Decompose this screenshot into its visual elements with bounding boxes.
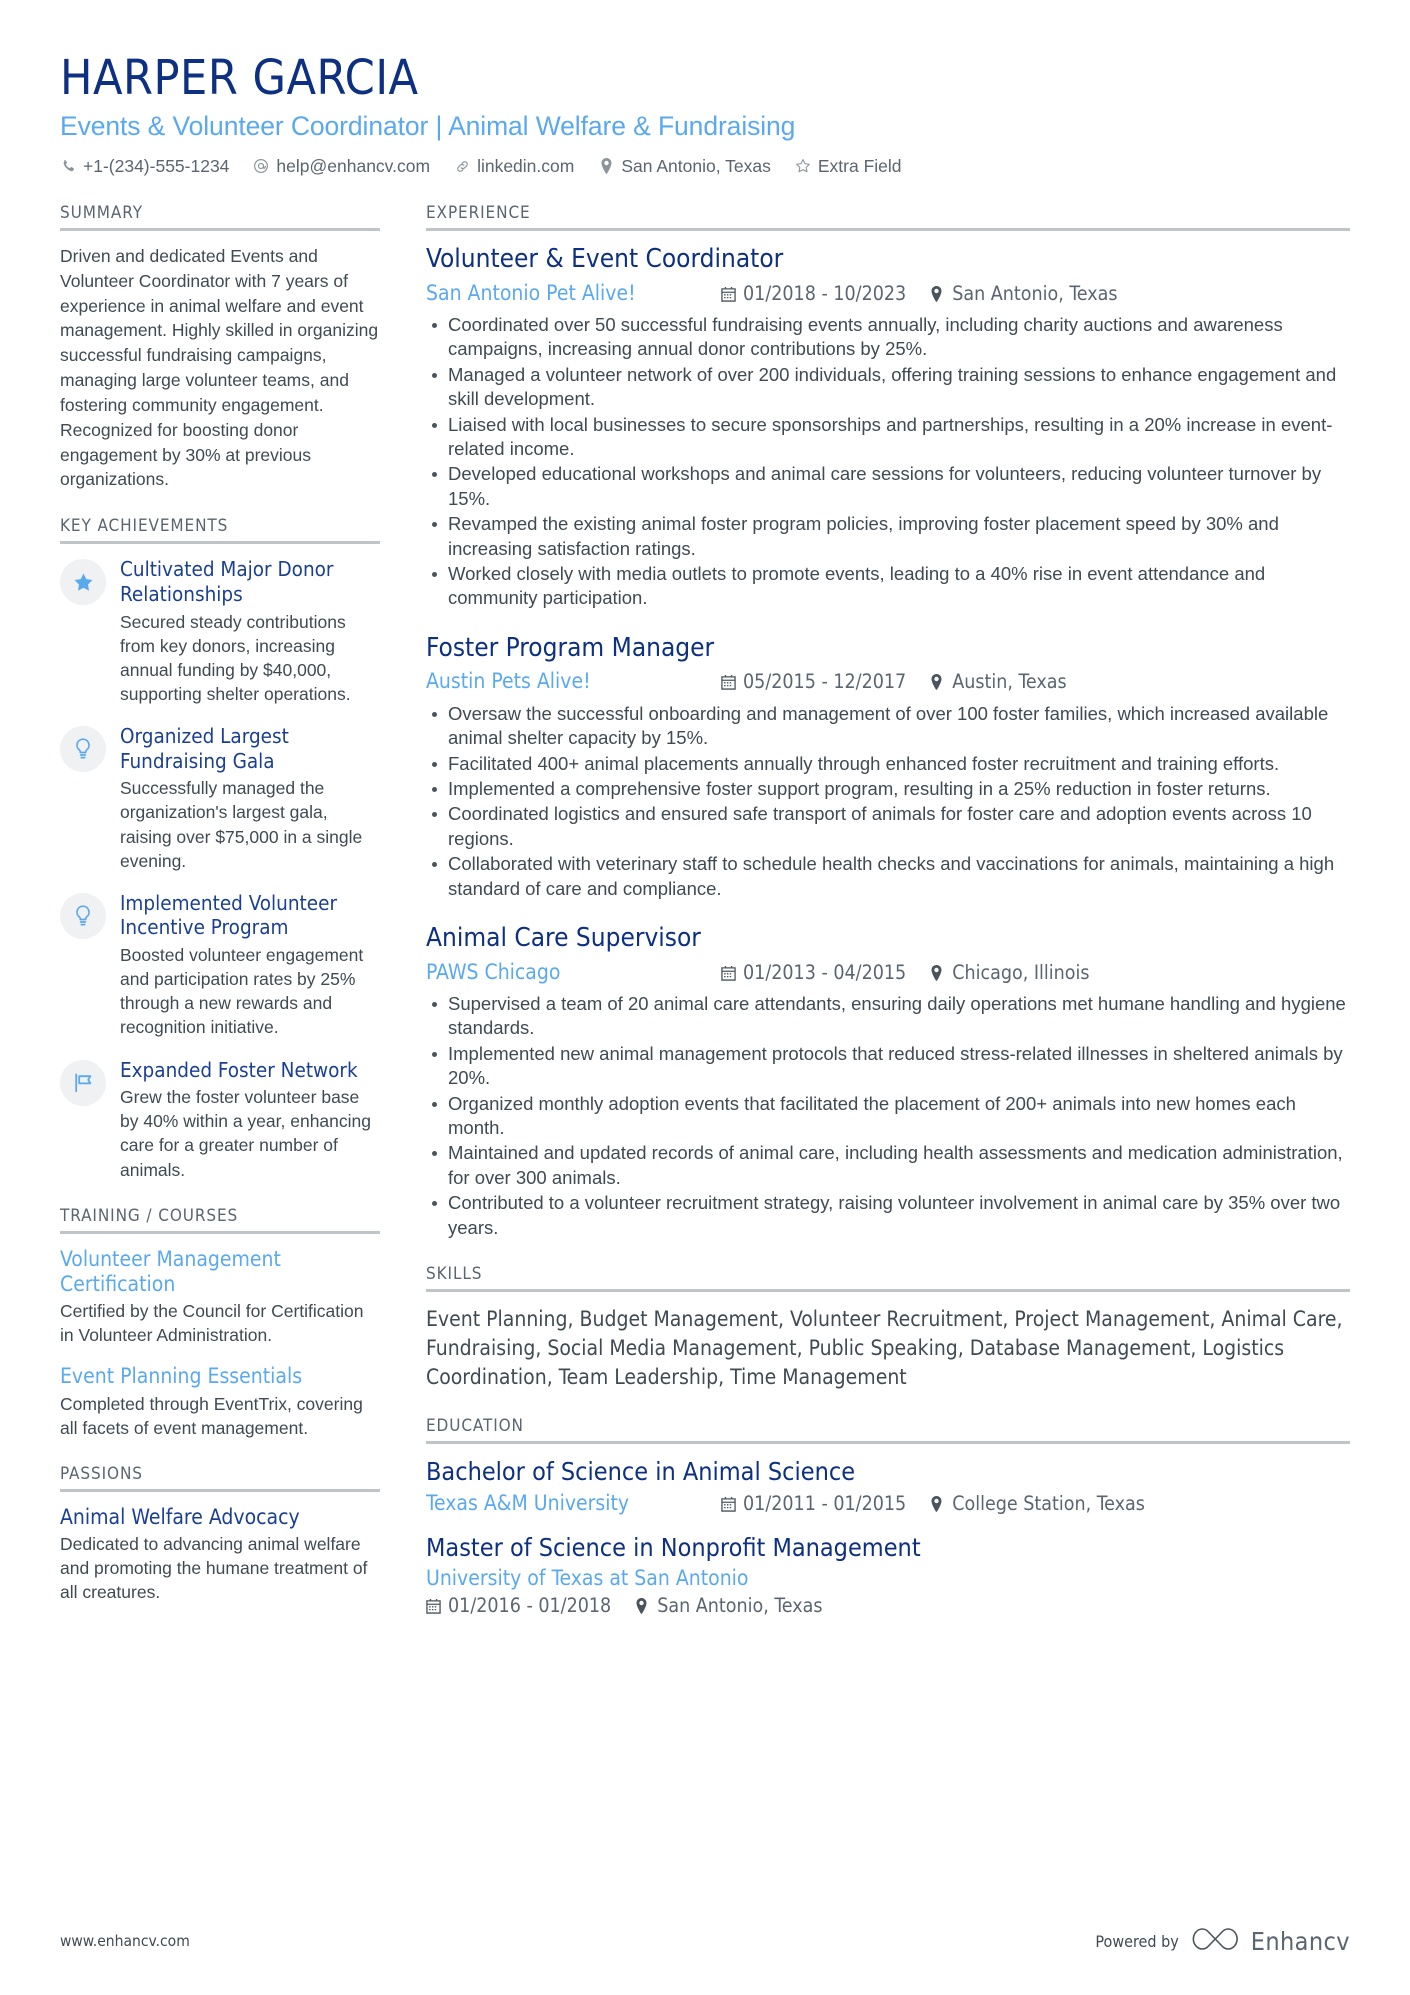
section-summary [60, 203, 380, 492]
sidebar-column [60, 203, 380, 1629]
bullet-item: Facilitated 400+ animal placements annually through enhanced foster recruitment and training efforts. [426, 752, 1350, 776]
education-meta [426, 1491, 1350, 1515]
education-dates-text: 01/2016 - 01/2018 [448, 1594, 612, 1618]
section-title-experience: EXPERIENCE [426, 203, 1350, 231]
bullet-item: Managed a volunteer network of over 200 individuals, offering training sessions to enhance engagement and skill development. [426, 363, 1350, 412]
achievement-icon-bubble [60, 726, 106, 772]
experience-role: Animal Care Supervisor [426, 923, 701, 954]
lightbulb-icon [73, 904, 93, 928]
skills-text: Event Planning, Budget Management, Volunteer Recruitment, Project Management, Animal Care, Fundraising, Social Media Management, Public Speaking, Database Management, Logistics Coordination, Team Leadership, Time Management [426, 1307, 1343, 1390]
bullet-item: Organized monthly adoption events that facilitated the placement of 200+ animals into new homes each month. [426, 1092, 1350, 1141]
education-school: University of Texas at San Antonio [426, 1566, 749, 1591]
enhancv-brand-name: Enhancv [1250, 1926, 1350, 1956]
bullet-item: Implemented a comprehensive foster support program, resulting in a 25% reduction in foster returns. [426, 777, 1350, 801]
link-icon [454, 158, 470, 175]
achievement-title: Organized Largest Fundraising Gala [120, 724, 289, 773]
bullet-item: Maintained and updated records of animal care, including health assessments and medication administration, for over 300 animals. [426, 1141, 1350, 1190]
location-pin-icon [635, 1598, 650, 1614]
achievement-item [60, 724, 380, 873]
experience-location-text: Austin, Texas [952, 670, 1067, 694]
passion-title: Animal Welfare Advocacy [60, 1504, 300, 1529]
location-pin-icon [930, 1496, 945, 1512]
education-school: Texas A&M University [426, 1490, 630, 1515]
contact-email[interactable] [253, 156, 430, 177]
education-dates [426, 1594, 611, 1617]
training-item [60, 1364, 380, 1439]
bullet-item: Oversaw the successful onboarding and management of over 100 foster families, which increased available animal shelter capacity by 15%. [426, 702, 1350, 751]
calendar-icon [721, 287, 736, 303]
training-title: Volunteer Management Certification [60, 1246, 281, 1296]
experience-dates [721, 669, 906, 694]
bullet-item: Implemented new animal management protocols that reduced stress-related illnesses in sheltered animals by 20%. [426, 1042, 1350, 1091]
main-column [426, 203, 1350, 1641]
experience-company: Austin Pets Alive! [426, 669, 591, 694]
achievement-body [120, 1058, 380, 1182]
experience-meta [426, 959, 1350, 986]
training-item [60, 1247, 380, 1348]
candidate-headline: Events & Volunteer Coordinator | Animal Welfare & Fundraising [60, 110, 796, 141]
experience-dates [721, 281, 906, 306]
experience-dates-text: 01/2018 - 10/2023 [743, 281, 907, 305]
email-icon [253, 158, 269, 175]
section-title-education: EDUCATION [426, 1416, 1350, 1444]
experience-meta [426, 280, 1350, 307]
experience-bullets [426, 992, 1350, 1240]
education-meta [426, 1594, 1350, 1617]
experience-dates [721, 960, 906, 985]
achievement-description: Grew the foster volunteer base by 40% within a year, enhancing care for a greater number of animals. [120, 1087, 371, 1180]
experience-item [426, 923, 1350, 1240]
contact-extra-field [795, 156, 902, 177]
experience-role: Volunteer & Event Coordinator [426, 243, 784, 274]
achievement-title: Expanded Foster Network [120, 1057, 358, 1082]
experience-item [426, 244, 1350, 611]
experience-location-text: Chicago, Illinois [952, 960, 1090, 984]
page-footer [60, 1925, 1350, 1957]
achievement-icon-bubble [60, 1060, 106, 1106]
bullet-item: Developed educational workshops and animal care sessions for volunteers, reducing volunteer turnover by 15%. [426, 462, 1350, 511]
education-location-text: College Station, Texas [952, 1491, 1145, 1515]
bullet-item: Coordinated over 50 successful fundraising events annually, including charity auctions and awareness campaigns, increasing annual donor contributions by 25%. [426, 313, 1350, 362]
achievement-list [60, 557, 380, 1181]
achievement-body [120, 557, 380, 706]
section-title-training-courses: TRAINING / COURSES [60, 1206, 380, 1234]
contact-phone-text: +1-(234)-555-1234 [83, 155, 230, 176]
achievement-icon-bubble [60, 893, 106, 939]
contact-row [60, 156, 1350, 177]
bullet-item: Revamped the existing animal foster program policies, improving foster placement speed by 30% and increasing satisfaction ratings. [426, 512, 1350, 561]
candidate-name: HARPER GARCIA [60, 50, 419, 106]
calendar-icon [721, 966, 736, 982]
section-title-skills: SKILLS [426, 1264, 1350, 1292]
experience-dates-text: 05/2015 - 12/2017 [743, 670, 907, 694]
education-item [426, 1533, 1350, 1618]
experience-dates-text: 01/2013 - 04/2015 [743, 960, 907, 984]
section-key-achievements [60, 516, 380, 1181]
bullet-item: Supervised a team of 20 animal care attendants, ensuring daily operations met humane handling and hygiene standards. [426, 992, 1350, 1041]
star-icon [72, 571, 95, 594]
achievement-body [120, 724, 380, 873]
lightbulb-icon [73, 737, 93, 761]
experience-location [930, 960, 1089, 985]
education-location [635, 1594, 822, 1617]
achievement-title: Implemented Volunteer Incentive Program [120, 890, 338, 940]
achievement-icon-bubble [60, 559, 106, 605]
education-degree: Bachelor of Science in Animal Science [426, 1457, 856, 1487]
achievement-body [120, 891, 380, 1040]
contact-location-text: San Antonio, Texas [621, 155, 771, 176]
experience-location-text: San Antonio, Texas [952, 281, 1118, 305]
bullet-item: Contributed to a volunteer recruitment strategy, raising volunteer involvement in animal care by 35% over two years. [426, 1191, 1350, 1240]
section-skills [426, 1264, 1350, 1392]
resume-header [60, 52, 1350, 177]
training-title: Event Planning Essentials [60, 1364, 303, 1389]
summary-text: Driven and dedicated Events and Volunteer Coordinator with 7 years of experience in animal welfare and event management. Highly skilled in organizing successful fundraising campaigns, managing large volunteer teams, and fostering community engagement. Recognized for boosting donor engagement by 30% at previous organizations. [60, 245, 379, 490]
section-experience [426, 203, 1350, 1240]
achievement-title: Cultivated Major Donor Relationships [120, 557, 334, 606]
bullet-item: Worked closely with media outlets to promote events, leading to a 40% rise in event attendance and community participation. [426, 562, 1350, 611]
achievement-description: Boosted volunteer engagement and participation rates by 25% through a new rewards and recognition initiative. [120, 945, 364, 1038]
education-degree: Master of Science in Nonprofit Management [426, 1532, 921, 1562]
section-training-courses [60, 1206, 380, 1440]
bullet-item: Collaborated with veterinary staff to schedule health checks and vaccinations for animals, maintaining a high standard of care and compliance. [426, 852, 1350, 901]
section-title-summary: SUMMARY [60, 203, 380, 231]
passion-item [60, 1505, 380, 1605]
contact-link[interactable] [454, 156, 574, 177]
contact-extra-field-text: Extra Field [817, 155, 902, 176]
contact-email-text: help@enhancv.com [276, 155, 431, 176]
resume-body [60, 203, 1350, 1641]
contact-location [598, 156, 771, 177]
experience-bullets [426, 702, 1350, 901]
powered-by-label: Powered by [1095, 1931, 1179, 1951]
experience-location [930, 281, 1117, 306]
training-description: Certified by the Council for Certification in Volunteer Administration. [60, 1301, 364, 1346]
calendar-icon [426, 1599, 441, 1615]
footer-site-url[interactable]: www.enhancv.com [60, 1932, 190, 1950]
achievement-description: Successfully managed the organization's largest gala, raising over $75,000 in a single evening. [120, 778, 363, 871]
experience-item [426, 633, 1350, 901]
education-location [930, 1492, 1145, 1515]
education-dates [721, 1492, 906, 1515]
experience-company: PAWS Chicago [426, 959, 561, 984]
experience-location [930, 669, 1066, 694]
contact-link-text: linkedin.com [477, 155, 575, 176]
section-title-passions: PASSIONS [60, 1464, 380, 1492]
bullet-item: Coordinated logistics and ensured safe transport of animals for foster care and adoption events across 10 regions. [426, 802, 1350, 851]
experience-bullets [426, 313, 1350, 611]
enhancv-logo-icon [1192, 1925, 1238, 1957]
section-title-key-achievements: KEY ACHIEVEMENTS [60, 516, 380, 544]
calendar-icon [721, 675, 736, 691]
section-education [426, 1416, 1350, 1617]
location-pin-icon [930, 286, 945, 302]
location-pin-icon [930, 674, 945, 690]
calendar-icon [721, 1497, 736, 1513]
training-description: Completed through EventTrix, covering all facets of event management. [60, 1393, 363, 1438]
achievement-item [60, 557, 380, 706]
achievement-item [60, 891, 380, 1040]
location-pin-icon [598, 158, 614, 175]
contact-phone[interactable] [60, 156, 229, 177]
section-passions [60, 1464, 380, 1605]
achievement-item [60, 1058, 380, 1182]
phone-icon [60, 158, 76, 175]
experience-meta [426, 668, 1350, 695]
flag-icon [71, 1072, 95, 1094]
achievement-description: Secured steady contributions from key donors, increasing annual funding by $40,000, supporting shelter operations. [120, 611, 351, 704]
experience-company: San Antonio Pet Alive! [426, 280, 636, 305]
education-item [426, 1457, 1350, 1515]
experience-role: Foster Program Manager [426, 632, 715, 663]
location-pin-icon [930, 965, 945, 981]
passion-description: Dedicated to advancing animal welfare and promoting the humane treatment of all creatures. [60, 1534, 368, 1603]
star-icon [795, 158, 811, 175]
education-location-text: San Antonio, Texas [657, 1594, 823, 1618]
powered-by-block [1095, 1925, 1350, 1957]
bullet-item: Liaised with local businesses to secure sponsorships and partnerships, resulting in a 20% increase in event-related income. [426, 413, 1350, 462]
education-dates-text: 01/2011 - 01/2015 [743, 1491, 907, 1515]
